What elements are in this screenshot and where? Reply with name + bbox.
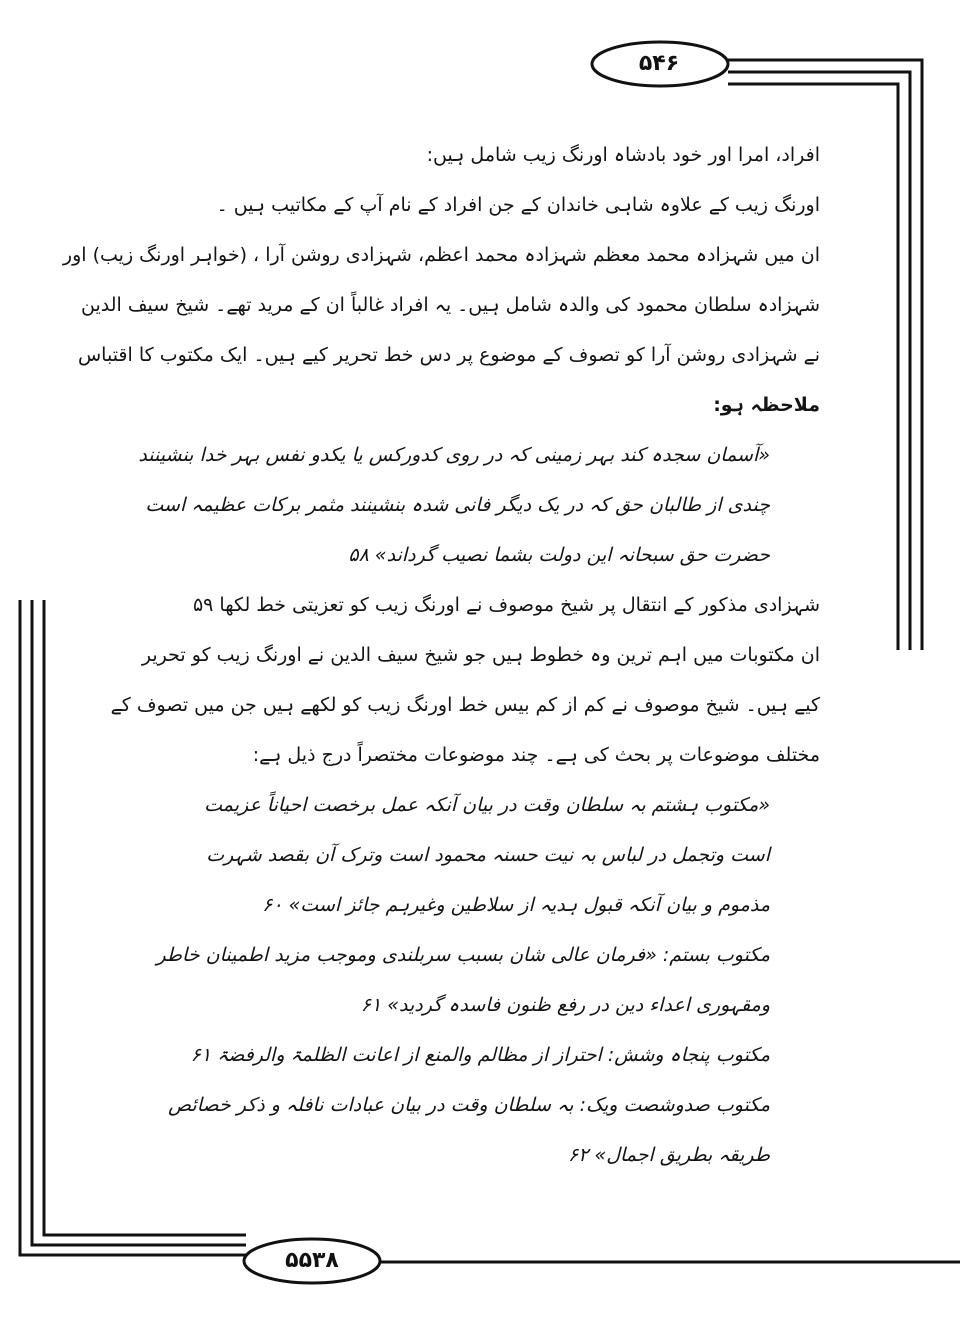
text-line: ملاحظہ ہو: [713, 394, 820, 416]
bottom-page-number: ۵۵۳۸ [285, 1248, 339, 1273]
top-page-number: ۵۴۶ [638, 51, 680, 76]
quote-line: مکتوب پنجاہ وشش: احتراز از مظالم والمنع از اعانت الظلمۃ والرفضۃ ۶۱ [190, 1044, 770, 1066]
text-line: نے شہزادی روشن آرا کو تصوف کے موضوع پر دس خط تحریر کیے ہیں۔ ایک مکتوب کا اقتباس [77, 344, 820, 366]
quote-line: مکتوب بستم: «فرمان عالی شان بسبب سربلندی وموجب مزید اطمینان خاطر [156, 944, 770, 966]
text-line: ان میں شہزادہ محمد معظم شہزادہ محمد اعظم، شہزادی روشن آرا ، (خواہر اورنگ زیب) اور [62, 244, 820, 266]
text-line: اورنگ زیب کے علاوہ شاہی خاندان کے جن افراد کے نام آپ کے مکاتیب ہیں ۔ [216, 194, 820, 216]
quote-line: است وتجمل در لباس بہ نیت حسنہ محمود است وترک آن بقصد شہرت [206, 844, 770, 866]
text-line: ان مکتوبات میں اہم ترین وہ خطوط ہیں جو شیخ سیف الدین نے اورنگ زیب کو تحریر [141, 644, 820, 666]
quote-line: طریقہ بطریق اجمال» ۶۲ [568, 1144, 770, 1166]
quote-line: «مکتوب ہشتم بہ سلطان وقت در بیان آنکہ عمل برخصت احیاناً عزیمت [204, 794, 770, 816]
text-line: کیے ہیں۔ شیخ موصوف نے کم از کم بیس خط اورنگ زیب کو لکھے ہیں جن میں تصوف کے [110, 694, 820, 716]
quote-line: ومقہوری اعداء دین در رفع ظنون فاسدہ گردید» ۶۱ [360, 994, 770, 1016]
quote-line: مکتوب صدوشصت ویک: بہ سلطان وقت در بیان عبادات نافلہ و ذکر خصائص [168, 1094, 770, 1116]
quote-line: «آسمان سجدہ کند بہر زمینی کہ در روی کدورکس یا یکدو نفس بہر خدا بنشینند [138, 444, 770, 466]
text-line: شہزادی مذکور کے انتقال پر شیخ موصوف نے اورنگ زیب کو تعزیتی خط لکھا ۵۹ [192, 594, 820, 616]
quote-line: مذموم و بیان آنکہ قبول ہدیہ از سلاطین وغیرہم جائز است» ۶۰ [262, 894, 770, 916]
quote-line: حضرت حق سبحانہ این دولت بشما نصیب گرداند» ۵۸ [348, 544, 770, 566]
text-line: مختلف موضوعات پر بحث کی ہے۔ چند موضوعات مختصراً درج ذیل ہے: [252, 744, 820, 766]
text-line: شہزادہ سلطان محمود کی والدہ شامل ہیں۔ یہ افراد غالباً ان کے مرید تھے۔ شیخ سیف الدین [81, 294, 820, 316]
text-line: افراد، امرا اور خود بادشاہ اورنگ زیب شامل ہیں: [426, 144, 820, 166]
quote-line: چندی از طالبان حق کہ در یک دیگر فانی شدہ بنشینند مثمر برکات عظیمہ است [145, 494, 770, 516]
